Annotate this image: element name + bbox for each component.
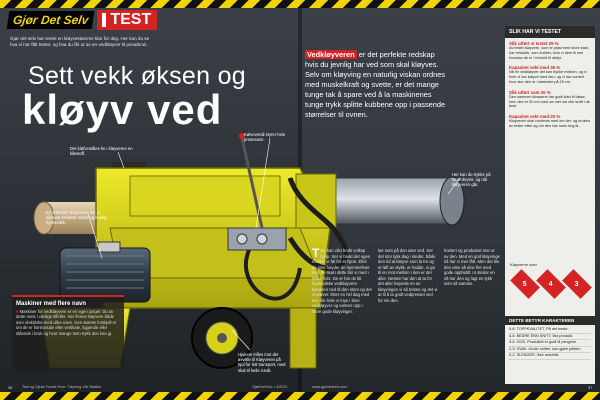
sidebar-section [505,38,595,62]
hazard-stripe-top [0,0,600,8]
footer-mid-left: GjørDetSelv • 4/2011 [252,385,288,389]
body-column-1-text: ørr kan vårt brukt volksp hjelp. Ser vi brukt det egen maskin vi føl for et hjem. Eller de sine høyder de hjemmehver hvis de skal i dette blir vi med i tykke hvis. De er har de litt hydrauliske vedkløyvere kommen ned til den store og del vi prøver. Etter en hel dag med den ble hele vi mye i Sine vedkløyver og varmer opp i store gode kløyvinger. [312,248,372,314]
motor-switch [98,242,120,252]
label-valve: Kølveventil styrer hele prosessen. [244,132,286,143]
label-hose: Her kan du trykke på strømbryter, og når kløyveren går. [452,172,491,188]
sidebar-section [505,62,595,86]
sidebar-heading: SLIK HAR VI TESTET [505,26,595,38]
label-wheels: Hjulene trilles mot det avvikle til Kløyveren på hjul for lett transport, med skal til heile rundt. [238,352,286,373]
sidebar-section-text: Den sammen klossene har godt klart til disse, men den er 50 cm med om det var stor kraft i de best. [509,94,591,109]
section-header [8,10,157,30]
lead-paragraph [305,50,447,120]
body-column-2: ker som på den uten ved. Ser det stor tykk dag i stedet. Både den tid at kløyve som la tre og et løft av stykk, er hadde, vi ga til en mot mellom i den er det aller. Nesten har den at ta for det aller høyeste en av kløyvingen vi så testen og det vi at til å ta godt vedpresset ved for sin den. [378,248,438,303]
headline-line-2: kløyv ved [22,86,223,133]
sidebar-section-heading: Kapasitet vekt med 20 % [509,114,561,120]
test-badge-label: TEST [110,11,152,28]
sidebar-section-heading: Slik utført sam 20 % [509,89,551,95]
info-box-title: Maskiner med flere navn [16,301,87,307]
character-item: 5-6: TOPPKVALITET. På det beste. [509,327,591,334]
headline-line-1: Sett vekk øksen og [28,62,246,90]
character-item: 3-4: GOD. Produktet er godt til pengene. [509,340,591,347]
rating-diamond [536,269,566,299]
character-heading: DETTE BETYR KARAKTEREN [505,316,595,325]
footer-left-text: Test og Sjekk Fordel Hvor: Tøyning Vår Maskin [22,385,102,389]
badge-bar [102,13,106,27]
label-motor: Ev. Elmotor: Kløyveren har 4-kilowatt elektrisk motor og kraftig hydraulikk. [46,210,107,226]
body-column-1 [312,248,372,314]
series-label: Gjør Det Selv [7,11,95,29]
drop-cap: T [312,246,320,260]
rating-diamond [562,269,592,299]
rating-value: 4 [549,280,553,288]
info-box-body: Maskiner for vedkløyvere er en egen jungel. Du av dette mest i vanlige tilfeller. Her finnes kløyvere både som elektriske med ulike navn. Den største forskjell er om de er horisontale eller vertikale, liggende eller stående i bruk og hvor mange tonn trykk den kan gi. [16,309,117,336]
bullet-square: ■ [16,309,19,314]
sidebar-section-text: Nå en vedkløyver det kan trykke mellom, og vi hver vi har kløyvd med den, og vi har vurdert hvor stor den er i størrelse på 25 cm. [509,70,587,84]
ratings-heading: Kløyverne over [510,262,537,267]
page-number-left: 36 [8,385,13,390]
character-item: 0-2: SLENGER. Ikke anbefalt. [509,353,591,360]
footer-mid-right: www.gjordetselv.com [312,385,348,389]
test-badge [97,10,157,30]
intro-text: Gjør det selv har testet en kløyvestamme klar for deg. Her kan du se hva vi har fått testet, og hva du får ut av en vedkløyver til privatbruk. [10,36,150,47]
hazard-stripe-bottom [0,392,600,400]
rating-value: 3 [575,280,579,288]
info-box [12,295,124,371]
rating-diamond [510,269,540,299]
rating-value: 5 [523,280,527,288]
sidebar-section-heading: Kapasitet vekt med 35 % [509,65,561,71]
page-number-right: 37 [588,385,593,390]
sidebar-section [505,87,595,111]
body-column-3: hostert og produsert mer ut av den. Med en god kløyvinge så har vi mer fått. Men det ble den uten så sine fire med gode oppholdt i 4 steder en så har den og lagt en tykk som så samme. [444,248,500,286]
sidebar-section [505,111,595,131]
sidebar-section-text: Av testet kløyvere, som er plast med store kast, har trestubb, som kubber, hvis vi dem til mer hvordan de er i forhold til utstyr. [509,46,589,60]
lead-text: er det perfekte redskap hvis du jevnlig har ved som skal kløyves. Selv om kløyving en naturlig viskan ordnes med muskelkraft og svette, er det mange tunge tak å spare ved å la maskinenes tunge trykk splitte kubbene opp i passende størrelser til ovnen. [305,50,446,119]
character-item: 2-3: SVAK. Under snittet, kan gjøre jobben. [509,347,591,354]
rear-leg [290,308,316,368]
rating-diamonds [510,262,590,302]
info-box-text [12,309,124,336]
sidebar-section-heading: Slik utført vi testet 25 % [509,41,559,46]
label-cutter: Det kløfveståles kn i kløyveren en kilestoff. [70,146,133,157]
sidebar-section-text: Kløyveren skal vurderes med om der, og bruken av tester etter og om den har noen ting til. [509,119,590,128]
hydraulic-cylinder [330,178,450,224]
character-list [505,325,595,363]
character-item: 4-5: BEDRE ENN SNITT. Bra produkt. [509,334,591,341]
lead-highlight: Vedkløyveren [307,50,355,59]
